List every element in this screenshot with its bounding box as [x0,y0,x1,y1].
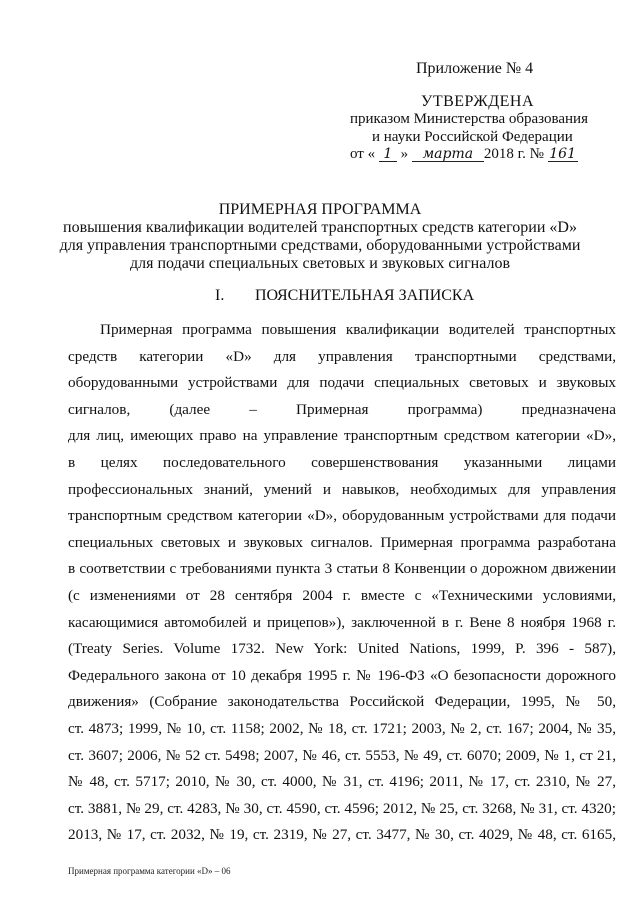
date-prefix: от « [350,146,376,162]
date-mid: » [400,146,409,162]
date-year: 2018 г. № [483,146,544,162]
body-line: № 48, ст. 5717; 2010, № 30, ст. 4000, № 31, ст. 4196; 2011, № 17, ст. 2310, № 27, [68,773,616,791]
body-line: 2013, № 17, ст. 2032, № 19, ст. 2319, № 27, ст. 3477, № 30, ст. 4029, № 48, ст. 6165, [68,826,616,844]
program-subtitle-line-1: повышения квалификации водителей транспортных средств категории «D» [63,219,577,236]
body-line: (с изменениями от 28 сентября 2004 г. вместе с «Техническими условиями, [68,586,616,604]
page-footer: Примерная программа категории «D» – 06 [68,866,231,876]
body-line: движения» (Собрание законодательства Российской Федерации, 1995, № 50, [68,693,616,711]
body-line: для лиц, имеющих право на управление транспортным средством категории «D», [68,427,616,445]
section-title: ПОЯСНИТЕЛЬНАЯ ЗАПИСКА [255,287,475,304]
body-line: ст. 3881, № 29, ст. 4283, № 30, ст. 4590, ст. 4596; 2012, № 25, ст. 3268, № 31, ст. 4320; [68,799,616,817]
body-line: транспортным средством категории «D», оборудованным устройствами для подачи [68,507,616,525]
handwritten-order-number: 161 [549,146,576,162]
handwritten-month: марта [412,147,484,162]
body-line: (Treaty Series. Volume 1732. New York: United Nations, 1999, P. 396 - 587), [68,640,616,658]
section-number: I. [215,287,225,304]
body-line: Примерная программа повышения квалификации водителей транспортных [100,321,616,338]
body-line: ст. 4873; 1999, № 10, ст. 1158; 2002, № 18, ст. 1721; 2003, № 2, ст. 167; 2004, № 35, [68,719,616,737]
body-line: в соответствии с требованиями пункта 3 статьи 8 Конвенции о дорожном движении [68,560,616,578]
approved-label: УТВЕРЖДЕНА [421,93,535,110]
body-line: специальных световых и звуковых сигналов. Примерная программа разработана [68,533,616,551]
handwritten-day: 1 [379,147,397,162]
order-date-line [350,146,578,163]
program-subtitle-line-3: для подачи специальных световых и звуковых сигналов [130,255,510,272]
appendix-label: Приложение № 4 [416,60,534,77]
body-line: средств категории «D» для управления транспортными средствами, [68,347,616,365]
body-line: касающимися автомобилей и прицепов»), заключенной в г. Вене 8 ноября 1968 г. [68,613,616,631]
body-line: профессиональных знаний, умений и навыков, необходимых для управления [68,480,616,498]
body-line: в целях последовательного совершенствования указанными лицами [68,453,616,471]
body-line: Федерального закона от 10 декабря 1995 г. № 196-ФЗ «О безопасности дорожного [68,666,616,684]
order-line-2: и науки Российской Федерации [372,129,573,145]
body-paragraph [68,317,616,849]
order-line-1: приказом Министерства образования [350,111,588,127]
body-line: сигналов, (далее – Примерная программа) предназначена [68,400,616,418]
body-line: оборудованными устройствами для подачи специальных световых и звуковых [68,374,616,392]
body-line: ст. 3607; 2006, № 52 ст. 5498; 2007, № 46, ст. 5553, № 49, ст. 6070; 2009, № 1, ст 21, [68,746,616,764]
program-title: ПРИМЕРНАЯ ПРОГРАММА [218,201,422,218]
program-subtitle-line-2: для управления транспортными средствами, оборудованными устройствами [59,237,581,254]
section-heading [215,287,474,305]
